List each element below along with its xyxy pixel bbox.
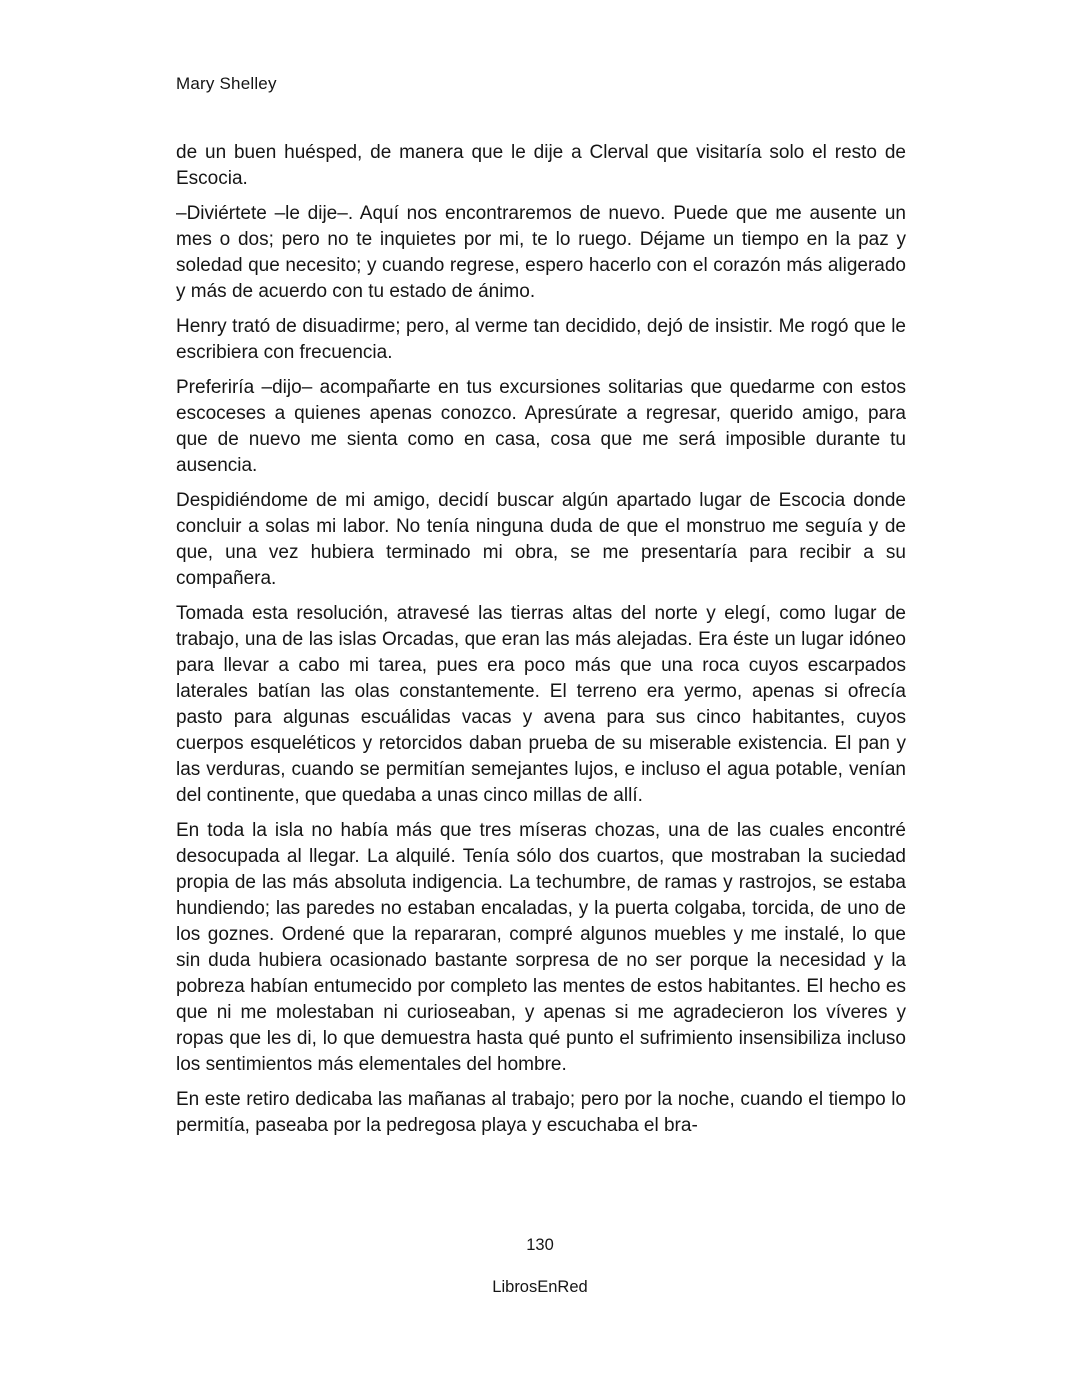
paragraph: Tomada esta resolución, atravesé las tierras altas del norte y elegí, como lugar de trabajo, una de las islas Orcadas, que eran las más alejadas. Era éste un lugar idóneo para llevar a cabo mi tarea, pues era poco más que una roca cuyos escarpados laterales batían las olas constantemente. El terreno era yermo, apenas si ofrecía pasto para algunas escuálidas vacas y avena para sus cinco habitantes, cuyos cuerpos esqueléticos y retorcidos daban prueba de su miserable existencia. El pan y las verduras, cuando se permitían semejantes lujos, e incluso el agua potable, venían del continente, que quedaba a unas cinco millas de allí. [176,603,906,806]
body-text [176,140,906,1148]
paragraph: Henry trató de disuadirme; pero, al verme tan decidido, dejó de insistir. Me rogó que le escribiera con frecuencia. [176,316,906,363]
paragraph: –Diviértete –le dije–. Aquí nos encontraremos de nuevo. Puede que me ausente un mes o dos; pero no te inquietes por mi, te lo ruego. Déjame un tiempo en la paz y soledad que necesito; y cuando regrese, espero hacerlo con el corazón más aligerado y más de acuerdo con tu estado de ánimo. [176,203,906,302]
paragraph: En toda la isla no había más que tres míseras chozas, una de las cuales encontré desocupada al llegar. La alquilé. Tenía sólo dos cuartos, que mostraban la suciedad propia de las más absoluta indigencia. La techumbre, de ramas y rastrojos, se estaba hundiendo; las paredes no estaban encaladas, y la puerta colgaba, torcida, de uno de los goznes. Ordené que la repararan, compré algunos muebles y me instalé, lo que sin duda hubiera ocasionado bastante sorpresa de no ser porque la necesidad y la pobreza habían entumecido por completo las mentes de estos habitantes. El hecho es que ni me molestaban ni curioseaban, y apenas si me agradecieron los víveres y ropas que les di, lo que demuestra hasta qué punto el sufrimiento insensibiliza incluso los sentimientos más elementales del hombre. [176,820,906,1075]
paragraph: Preferiría –dijo– acompañarte en tus excursiones solitarias que quedarme con estos escoceses a quienes apenas conozco. Apresúrate a regresar, querido amigo, para que de nuevo me sienta como en casa, cosa que me será imposible durante tu ausencia. [176,377,906,476]
page-number: 130 [526,1236,554,1254]
paragraph: Despidiéndome de mi amigo, decidí buscar algún apartado lugar de Escocia donde concluir a solas mi labor. No tenía ninguna duda de que el monstruo me seguía y de que, una vez hubiera terminado mi obra, se me presentaría para recibir a su compañera. [176,490,906,589]
running-header-author: Mary Shelley [176,74,277,93]
publisher-name: LibrosEnRed [492,1278,588,1296]
paragraph: En este retiro dedicaba las mañanas al trabajo; pero por la noche, cuando el tiempo lo permitía, paseaba por la pedregosa playa y escuchaba el bra- [176,1089,906,1136]
paragraph: de un buen huésped, de manera que le dije a Clerval que visitaría solo el resto de Escocia. [176,142,906,189]
